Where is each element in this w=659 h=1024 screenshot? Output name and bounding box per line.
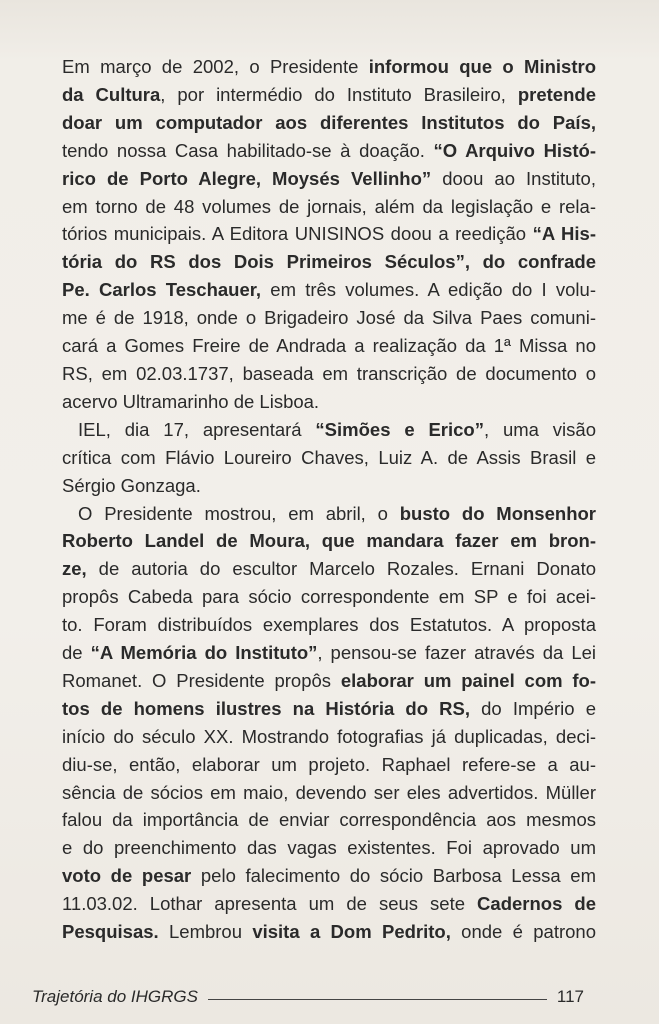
text-segment: acervo Ultramarinho de Lisboa. — [62, 390, 320, 412]
text-segment: 11.03.02. Lothar apresenta um de seus sete — [62, 893, 478, 915]
text-line — [62, 723, 596, 751]
text-line — [62, 834, 596, 862]
text-line — [62, 890, 596, 918]
text-line — [62, 862, 596, 890]
bold-text: busto do Monsenhor — [399, 502, 596, 524]
bold-text: doar um computador aos diferentes Institutos do País, — [62, 111, 596, 133]
text-line — [62, 81, 596, 109]
bold-text: “A His- — [532, 223, 596, 245]
text-segment: , uma visão — [483, 418, 596, 440]
bold-text: pretende — [517, 83, 596, 105]
text-line — [62, 220, 596, 248]
running-footer-title: Trajetória do IHGRGS — [32, 987, 198, 1006]
bold-text: “Simões e Erico” — [315, 418, 484, 440]
text-segment: Em março de 2002, o Presidente — [62, 56, 369, 77]
text-segment: e do preenchimento das vagas existentes. Foi aprovado um — [62, 837, 596, 859]
text-line — [62, 444, 596, 472]
text-line — [62, 193, 596, 221]
text-line — [62, 751, 596, 779]
bold-text: ze, — [62, 558, 87, 580]
text-line — [62, 332, 596, 360]
bold-text: tória do RS dos Dois Primeiros Séculos”, do confrade — [62, 251, 596, 273]
text-line — [62, 165, 596, 193]
text-segment: Romanet. O Presidente propôs — [62, 669, 341, 691]
text-segment: RS, em 02.03.1737, baseada em transcrição de documento o — [62, 362, 596, 384]
text-line — [62, 611, 596, 639]
text-segment: sência de sócios em maio, devendo ser eles advertidos. Müller — [62, 781, 596, 803]
bold-text: “A Memória do Instituto” — [90, 642, 318, 664]
text-segment: to. Foram distribuídos exemplares dos Estatutos. A proposta — [62, 614, 596, 636]
text-segment: falou da importância de enviar correspondência aos mesmos — [62, 809, 596, 831]
text-line — [62, 667, 596, 695]
bold-text: Cadernos de — [477, 893, 596, 915]
bold-text: voto de pesar — [62, 865, 192, 887]
text-segment: onde é patrono — [450, 921, 597, 943]
text-segment: de autoria do escultor Marcelo Rozales. Ernani Donato — [86, 558, 596, 580]
text-line — [62, 53, 596, 81]
text-segment: doou ao Instituto, — [431, 167, 596, 189]
text-segment: de — [62, 642, 91, 664]
page-number: 117 — [556, 987, 584, 1006]
bold-text: tos de homens ilustres na História do RS, — [62, 697, 470, 719]
text-segment: tendo nossa Casa habilitado-se à doação. — [62, 139, 434, 161]
bold-text: “O Arquivo Histó- — [433, 139, 596, 161]
text-line — [62, 555, 596, 583]
text-segment: me é de 1918, onde o Brigadeiro José da Silva Paes comuni- — [62, 307, 596, 329]
text-line — [62, 388, 596, 416]
bold-text: elaborar um painel com fo- — [340, 669, 597, 691]
text-line — [62, 639, 596, 667]
text-line — [62, 583, 596, 611]
text-segment: início do século XX. Mostrando fotografias já duplicadas, deci- — [62, 725, 596, 747]
text-line — [62, 360, 596, 388]
text-segment: Sérgio Gonzaga. — [62, 474, 201, 496]
text-segment: crítica com Flávio Loureiro Chaves, Luiz A. de Assis Brasil e — [62, 446, 596, 468]
text-line — [62, 416, 596, 444]
body-text — [62, 53, 596, 946]
text-segment: pelo falecimento do sócio Barbosa Lessa em — [191, 865, 596, 887]
text-line — [62, 304, 596, 332]
text-segment: em torno de 48 volumes de jornais, além da legislação e rela- — [62, 195, 596, 217]
text-segment: em três volumes. A edição do I volu- — [261, 279, 596, 301]
text-segment: tórios municipais. A Editora UNISINOS doou a reedição — [62, 223, 533, 245]
text-line — [62, 472, 596, 500]
text-line — [62, 918, 596, 946]
text-line — [62, 276, 596, 304]
text-segment: diu-se, então, elaborar um projeto. Raphael refere-se a au- — [62, 753, 596, 775]
footer-rule — [208, 999, 547, 1000]
text-segment: , pensou-se fazer através da Lei — [317, 642, 597, 664]
text-line — [62, 779, 596, 807]
bold-text: da Cultura — [62, 83, 161, 105]
bold-text: rico de Porto Alegre, Moysés Vellinho” — [62, 167, 432, 189]
bold-text: Pesquisas. — [62, 921, 159, 943]
bold-text: Roberto Landel de Moura, que mandara fazer em bron- — [62, 530, 596, 552]
bold-text: informou que o Ministro — [368, 56, 596, 77]
bold-text: visita a Dom Pedrito, — [252, 921, 451, 943]
text-segment: cará a Gomes Freire de Andrada a realização da 1ª Missa no — [62, 335, 596, 357]
text-segment: Lembrou — [158, 921, 253, 943]
text-line — [62, 695, 596, 723]
text-line — [62, 137, 596, 165]
text-segment: , por intermédio do Instituto Brasileiro, — [160, 83, 518, 105]
text-segment: propôs Cabeda para sócio correspondente em SP e foi acei- — [62, 586, 596, 608]
text-line — [62, 109, 596, 137]
text-segment: do Império e — [470, 697, 596, 719]
text-line — [62, 806, 596, 834]
page-footer — [32, 983, 584, 1011]
text-segment: IEL, dia 17, apresentará — [78, 418, 316, 440]
bold-text: Pe. Carlos Teschauer, — [62, 279, 262, 301]
text-line — [62, 248, 596, 276]
text-line — [62, 500, 596, 528]
text-line — [62, 527, 596, 555]
text-segment: O Presidente mostrou, em abril, o — [78, 502, 400, 524]
